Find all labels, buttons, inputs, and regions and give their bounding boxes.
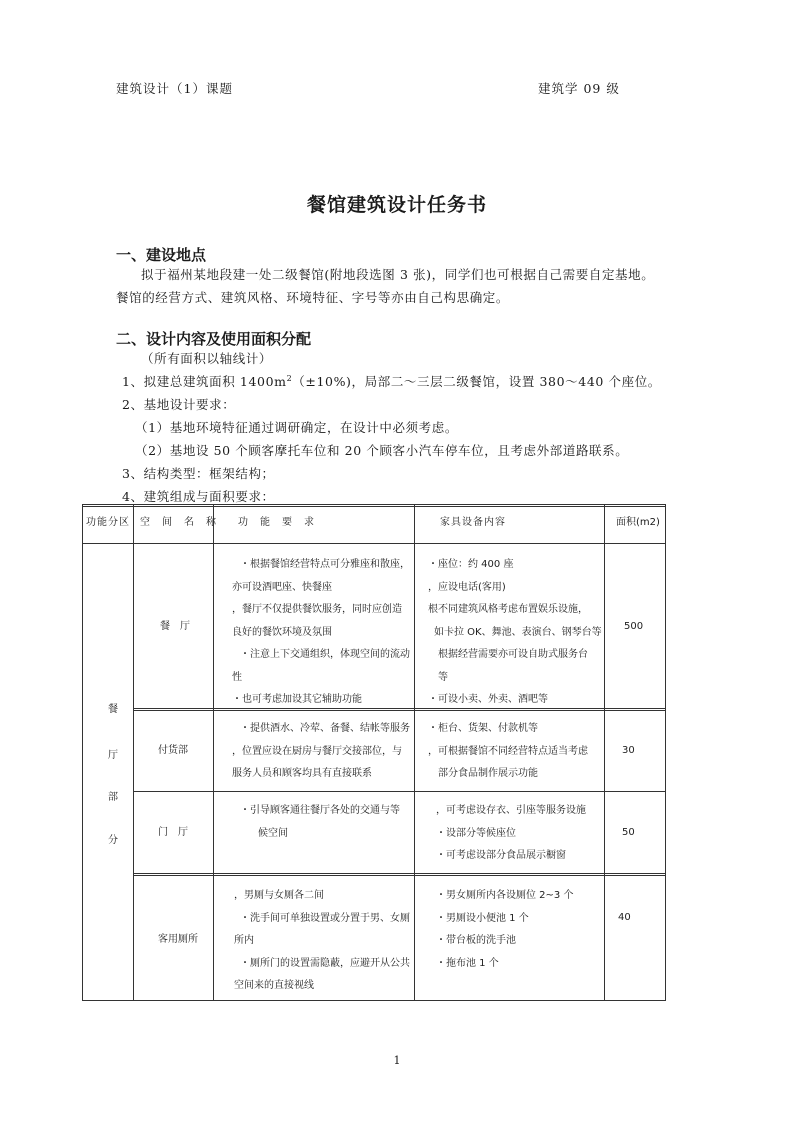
function-cell: ，男厕与女厕各二间 ・洗手间可单独设置或分置于男、女厕 所内 ・厕所门的设置需隐蔽，应避开从公共 空间来的直接视线 [234,890,410,991]
table-border-top [82,504,666,505]
table-column-rule [133,504,134,1000]
course-header: 建筑设计（1）课题 [116,81,233,96]
area-value: 50 [622,827,635,838]
area-value: 40 [618,912,631,923]
space-name: 餐 厅 [160,621,190,632]
zone-char: 餐 [108,704,118,715]
area-value: 30 [622,745,635,756]
function-cell: ・提供酒水、冷荤、备餐、结帐等服务 ，位置应设在厨房与餐厅交接部位，与 服务人员和顾客均具有直接联系 [232,723,410,779]
area-value: 500 [624,621,644,632]
section-2-item-4: 4、建筑组成与面积要求： [122,489,275,504]
section-2-item-3: 3、结构类型：框架结构； [122,466,275,481]
section-1-heading: 一、建设地点 [116,246,207,264]
table-column-rule [213,504,214,1000]
header-equipment: 家具设备内容 [440,517,506,528]
section-2-note: （所有面积以轴线计） [141,351,273,366]
table-border-bottom [82,1000,666,1001]
header-space: 空 间 名 称 [140,517,217,528]
table-border-right [665,504,666,1000]
space-name: 门 厅 [158,827,188,838]
section-2-item-2-2: （2）基地设 50 个顾客摩托车位和 20 个顾客小汽车停车位，且考虑外部道路联系。 [135,443,629,458]
header-zone: 功能分区 [86,517,130,528]
table-column-rule [604,504,605,1000]
section-2-heading: 二、设计内容及使用面积分配 [116,330,312,348]
function-cell: ・根据餐馆经营特点可分雅座和散座， 亦可设酒吧座、快餐座 ，餐厅不仅提供餐饮服务，同时应创造 良好的餐饮环境及氛围 ・注意上下交通组织，体现空间的流动 性 ・也可考虑加设其它辅助功能 [232,559,410,705]
table-border-left [82,504,83,1000]
zone-char: 厅 [108,750,118,761]
header-area: 面积(m2) [616,517,660,528]
function-cell: ・引导顾客通往餐厅各处的交通与等 候空间 [240,805,400,839]
equipment-cell: ・柜台、货架、付款机等 ，可根据餐馆不同经营特点适当考虑 部分食品制作展示功能 [428,723,588,779]
header-function: 功 能 要 求 [238,517,315,528]
equipment-cell: ・座位：约 400 座 ，应设电话(客用) 根不同建筑风格考虑布置娱乐设施， 如卡拉 OK、舞池、表演台、钢琴台等 根据经营需要亦可设自助式服务台 等 ・可设小卖、外卖、酒吧等 [428,559,602,705]
zone-char: 部 [108,792,118,803]
table-column-rule [414,504,415,1000]
zone-char: 分 [108,835,118,846]
section-1-line-2: 餐馆的经营方式、建筑风格、环境特征、字号等亦由自己构思确定。 [116,290,510,305]
section-2-item-2-1: （1）基地环境特征通过调研确定，在设计中必须考虑。 [135,420,458,435]
space-name: 客用厕所 [158,934,198,945]
page-number: 1 [393,1054,401,1067]
class-header: 建筑学 09 级 [538,81,620,96]
table-border-top-inner [82,506,666,507]
space-name: 付货部 [158,745,188,756]
section-1-line-1: 拟于福州某地段建一处二级餐馆(附地段选图 3 张)，同学们也可根据自己需要自定基地。 [141,267,655,282]
section-2-item-2: 2、基地设计要求： [122,397,236,412]
document-title: 餐馆建筑设计任务书 [306,194,487,216]
table-header-rule [82,543,666,544]
equipment-cell: ，可考虑设存衣、引座等服务设施 ・设部分等候座位 ・可考虑设部分食品展示橱窗 [436,805,586,861]
equipment-cell: ・男女厕所内各设厕位 2~3 个 ・男厕设小便池 1 个 ・带台板的洗手池 ・拖布池 1 个 [436,890,574,969]
section-2-item-1: 1、拟建总建筑面积 $1400m^2(\pm 10\%)$，局部二～三层二级餐馆，设置 380～440 个座位。 [122,373,661,389]
